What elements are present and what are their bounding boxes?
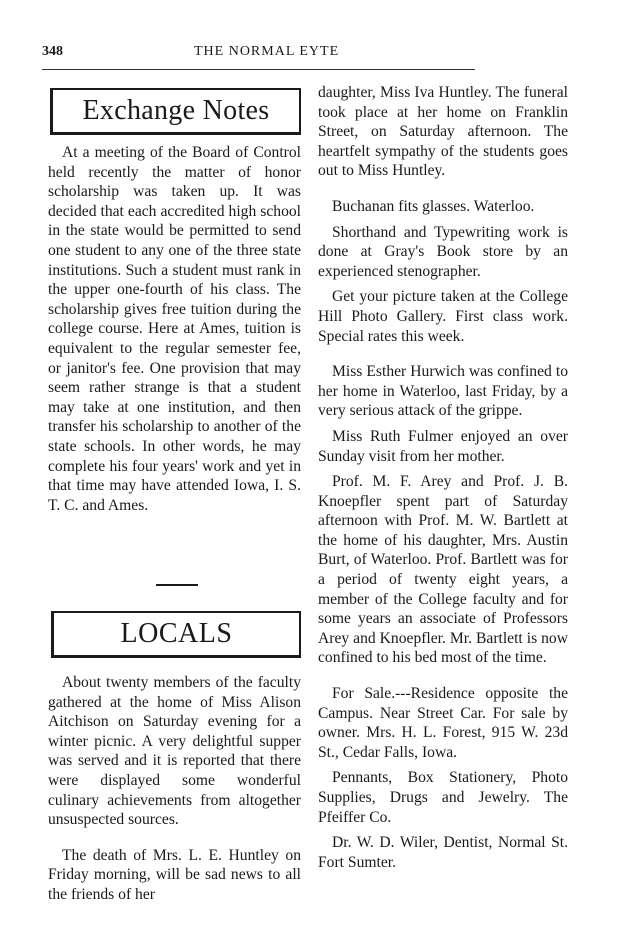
notice-paragraph: Prof. M. F. Arey and Prof. J. B. Knoepfler spent part of Saturday afternoon with Prof. M. W. Bartlett at the home of his daughter, Mrs. Austin Burt, of Waterloo. Prof. Bartlett was for a period of twenty eight years, a member of the College faculty and for some years an associate of Professors Arey and Knoepfler. Mr. Bartlett is now confined to his bed most of the time. — [318, 473, 568, 667]
notice-paragraph: For Sale.---Residence opposite the Campus. Near Street Car. For sale by owner. Mrs. H. L. Forest, 915 W. 23d St., Cedar Falls, Iowa. — [318, 685, 568, 761]
notice-paragraph: Buchanan fits glasses. Waterloo. — [332, 197, 535, 215]
right-column — [318, 83, 568, 872]
notice-paragraph: Get your picture taken at the College Hill Photo Gallery. First class work. Special rates this week. — [318, 288, 568, 345]
locals-paragraph: The death of Mrs. L. E. Huntley on Friday morning, will be sad news to all the friends of her — [48, 846, 301, 903]
exchange-notes-heading-box — [50, 88, 301, 135]
exchange-notes-paragraph: At a meeting of the Board of Control held recently the matter of honor scholarship was taken up. It was decided that each accredited high school in the state would be permitted to send one student to any one of the three state institutions. Such a student must rank in the upper one-fourth of his class. The scholarship gives free tuition during the college course. Here at Ames, tuition is equivalent to the regular semester fee, or janitor's fee. One provision that may seem rather strange is that a student may take at one institution, and then transfer his scholarship to another of the state schools. In other words, he may complete his four years' work and yet in that time may have attended Iowa, I. S. T. C. and Ames. — [48, 144, 301, 514]
locals-body — [48, 673, 301, 905]
header-rule — [42, 69, 475, 70]
exchange-notes-body — [48, 143, 301, 515]
notice-paragraph: Pennants, Box Stationery, Photo Supplies, Drugs and Jewelry. The Pfeiffer Co. — [318, 769, 568, 826]
page-header — [42, 44, 475, 66]
continued-paragraph: daughter, Miss Iva Huntley. The funeral took place at her home on Franklin Street, on Saturday afternoon. The heartfelt sympathy of the students goes out to Miss Huntley. — [318, 84, 568, 180]
notice-paragraph: Dr. W. D. Wiler, Dentist, Normal St. Fort Sumter. — [318, 834, 568, 871]
notice-paragraph: Miss Esther Hurwich was confined to her home in Waterloo, last Friday, by a very serious attack of the grippe. — [318, 363, 568, 420]
locals-heading-box — [51, 611, 301, 658]
page-number: 348 — [42, 44, 63, 59]
locals-title: LOCALS — [120, 618, 233, 649]
section-divider — [156, 584, 198, 586]
journal-title: THE NORMAL EYTE — [194, 44, 340, 59]
locals-paragraph: About twenty members of the faculty gathered at the home of Miss Alison Aitchison on Saturday evening for a winter picnic. A very delightful supper was served and it is reported that there were displayed some wonderful culinary achievements from altogether unsuspected sources. — [48, 674, 301, 829]
exchange-notes-title: Exchange Notes — [82, 95, 270, 126]
notice-paragraph: Miss Ruth Fulmer enjoyed an over Sunday visit from her mother. — [318, 427, 568, 465]
notice-paragraph: Shorthand and Typewriting work is done at Gray's Book store by an experienced stenographer. — [318, 223, 568, 280]
